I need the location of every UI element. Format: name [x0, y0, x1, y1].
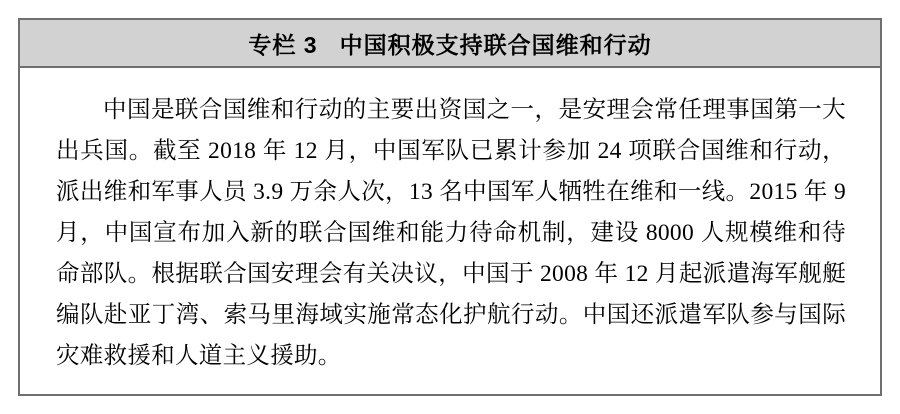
feature-box-title: 专栏 3 中国积极支持联合国维和行动 — [248, 31, 652, 58]
feature-box-paragraph: 中国是联合国维和行动的主要出资国之一，是安理会常任理事国第一大出兵国。截至 2018 年 12 月，中国军队已累计参加 24 项联合国维和行动，派出维和军事人员 3.9 万余人次，13 名中国军人牺牲在维和一线。2015 年 9 月，中国宣布加入新的联合国维和能力待命机制，建设 8000 人规模维和待命部队。根据联合国安理会有关决议，中国于 2008 年 12 月起派遣海军舰艇编队赴亚丁湾、索马里海域实施常态化护航行动。中国还派遣军队参与国际灾难救援和人道主义援助。 — [56, 97, 846, 369]
feature-box-body — [20, 68, 880, 387]
feature-box — [18, 18, 882, 396]
feature-box-header — [20, 20, 880, 68]
